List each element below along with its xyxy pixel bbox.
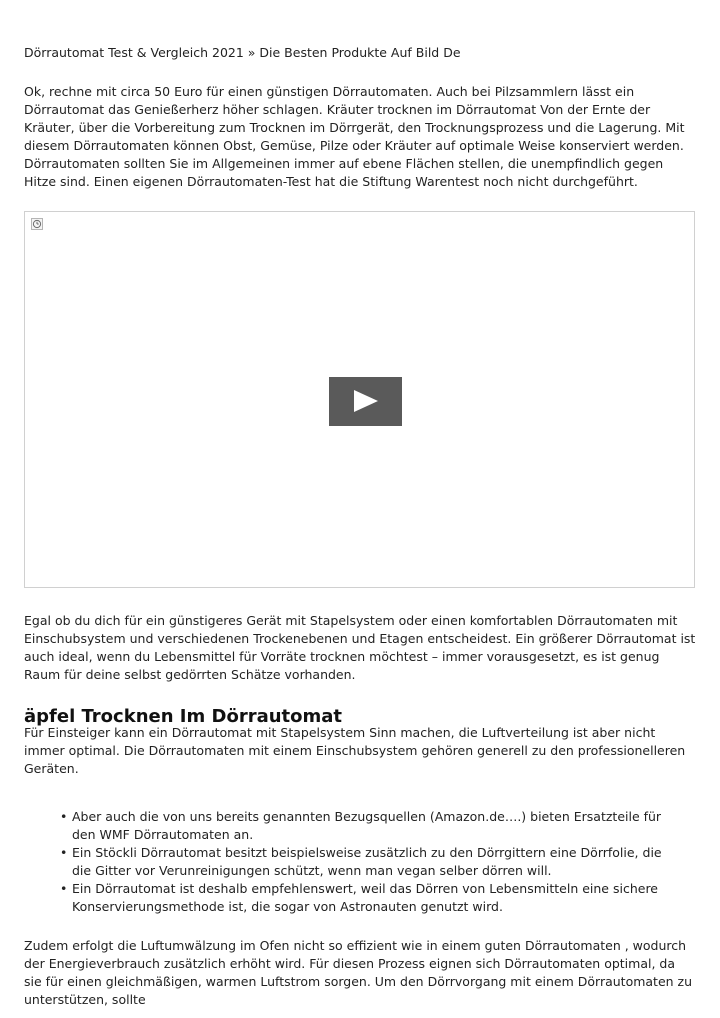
beginner-paragraph: Für Einsteiger kann ein Dörrautomat mit Stapelsystem Sinn machen, die Luftverteilung ist aber nicht immer optimal. Die Dörrautomaten mit einem Einschubsystem gehören generell zu den professionelleren Geräten. [24,725,686,776]
play-button[interactable] [329,377,402,426]
closing-paragraph: Zudem erfolgt die Luftumwälzung im Ofen nicht so effizient wie in einem guten Dörrautomaten , wodurch der Energieverbrauch zusätzlich erhöht wird. Für diesen Prozess eignen sich Dörrautomaten optimal, da sie für einen gleichmäßigen, warmen Luftstrom sorgen. Um den Dörrvorgang mit einem Dörrautomaten zu unterstützen, sollte [24,938,693,1007]
document-title-line: Dörrautomat Test & Vergleich 2021 » Die Besten Produkte Auf Bild De [24,45,461,60]
bullet-list [60,808,680,916]
list-item: • Ein Dörrautomat ist deshalb empfehlenswert, weil das Dörren von Lebensmitteln eine sichere Konservierungsmethode ist, die sogar von Astronauten genutzt wird. [60,880,680,916]
list-item: • Ein Stöckli Dörrautomat besitzt beispielsweise zusätzlich zu den Dörrgittern eine Dörrfolie, die die Gitter vor Verunreinigungen schützt, wenn man vegan selber dörren will. [60,844,680,880]
list-item: • Aber auch die von uns bereits genannten Bezugsquellen (Amazon.de….) bieten Ersatzteile für den WMF Dörrautomaten an. [60,808,680,844]
video-player[interactable] [24,211,695,588]
device-choice-paragraph: Egal ob du dich für ein günstigeres Gerät mit Stapelsystem oder einen komfortablen Dörrautomaten mit Einschubsystem und verschiedenen Trockenebenen und Etagen entscheidest. Ein größerer Dörrautomat ist auch ideal, wenn du Lebensmittel für Vorräte trocknen möchtest – immer vorausgesetzt, es ist genug Raum für deine selbst gedörrten Schätze vorhanden. [24,613,696,682]
intro-paragraph: Ok, rechne mit circa 50 Euro für einen günstigen Dörrautomaten. Auch bei Pilzsammlern lässt ein Dörrautomat das Genießerherz höher schlagen. Kräuter trocknen im Dörrautomat Von der Ernte der Kräuter, über die Vorbereitung zum Trocknen im Dörrgerät, den Trocknungsprozess und die Lagerung. Mit diesem Dörrautomaten können Obst, Gemüse, Pilze oder Kräuter auf optimale Weise konserviert werden. Dörrautomaten sollten Sie im Allgemeinen immer auf ebene Flächen stellen, die unempfindlich gegen Hitze sind. Einen eigenen Dörrautomaten-Test hat die Stiftung Warentest noch nicht durchgeführt. [24,84,685,189]
play-icon [354,390,378,412]
section-heading: äpfel Trocknen Im Dörrautomat [24,706,343,727]
clock-icon [31,218,43,230]
